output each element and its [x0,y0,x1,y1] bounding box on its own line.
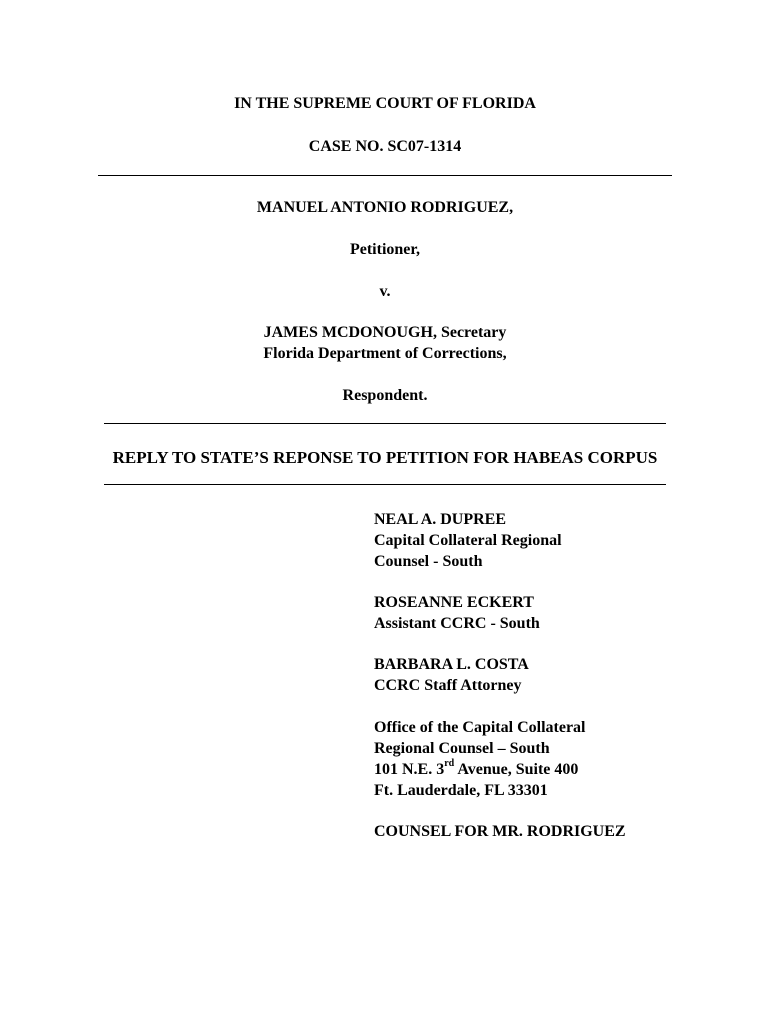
office-city: Ft. Lauderdale, FL 33301 [374,782,548,799]
respondent-name: JAMES MCDONOUGH, Secretary [263,324,507,341]
attorney-block-costa [374,654,529,696]
case-number: CASE NO. SC07-1314 [308,138,462,155]
office-address-block [374,717,586,801]
street-ordinal: rd [444,757,455,769]
attorney-block-dupree [374,509,562,572]
respondent-role: Respondent. [342,387,428,404]
office-name: Office of the Capital Collateral [374,719,586,736]
separator-rule-middle [104,423,666,424]
petitioner-name: MANUEL ANTONIO RODRIGUEZ, [256,199,514,216]
attorney-name: BARBARA L. COSTA [374,656,529,673]
versus-label: v. [379,283,391,300]
attorney-title: Capital Collateral Regional [374,532,562,549]
separator-rule-top [98,175,672,176]
office-street [374,759,586,780]
office-name: Regional Counsel – South [374,740,550,757]
street-prefix: 101 N.E. 3 [374,761,445,778]
attorney-name: ROSEANNE ECKERT [374,594,534,611]
attorney-title: Counsel - South [374,553,483,570]
document-title: REPLY TO STATE’S REPONSE TO PETITION FOR HABEAS CORPUS [112,448,658,467]
street-suffix: Avenue, Suite 400 [454,761,579,778]
counsel-designation: COUNSEL FOR MR. RODRIGUEZ [374,823,626,840]
attorney-block-eckert [374,592,540,634]
attorney-name: NEAL A. DUPREE [374,511,507,528]
attorney-title: Assistant CCRC - South [374,615,540,632]
separator-rule-bottom [104,484,666,485]
attorney-title: CCRC Staff Attorney [374,677,522,694]
respondent-agency: Florida Department of Corrections, [263,345,507,362]
petitioner-role: Petitioner, [349,241,421,258]
court-heading: IN THE SUPREME COURT OF FLORIDA [234,95,536,112]
